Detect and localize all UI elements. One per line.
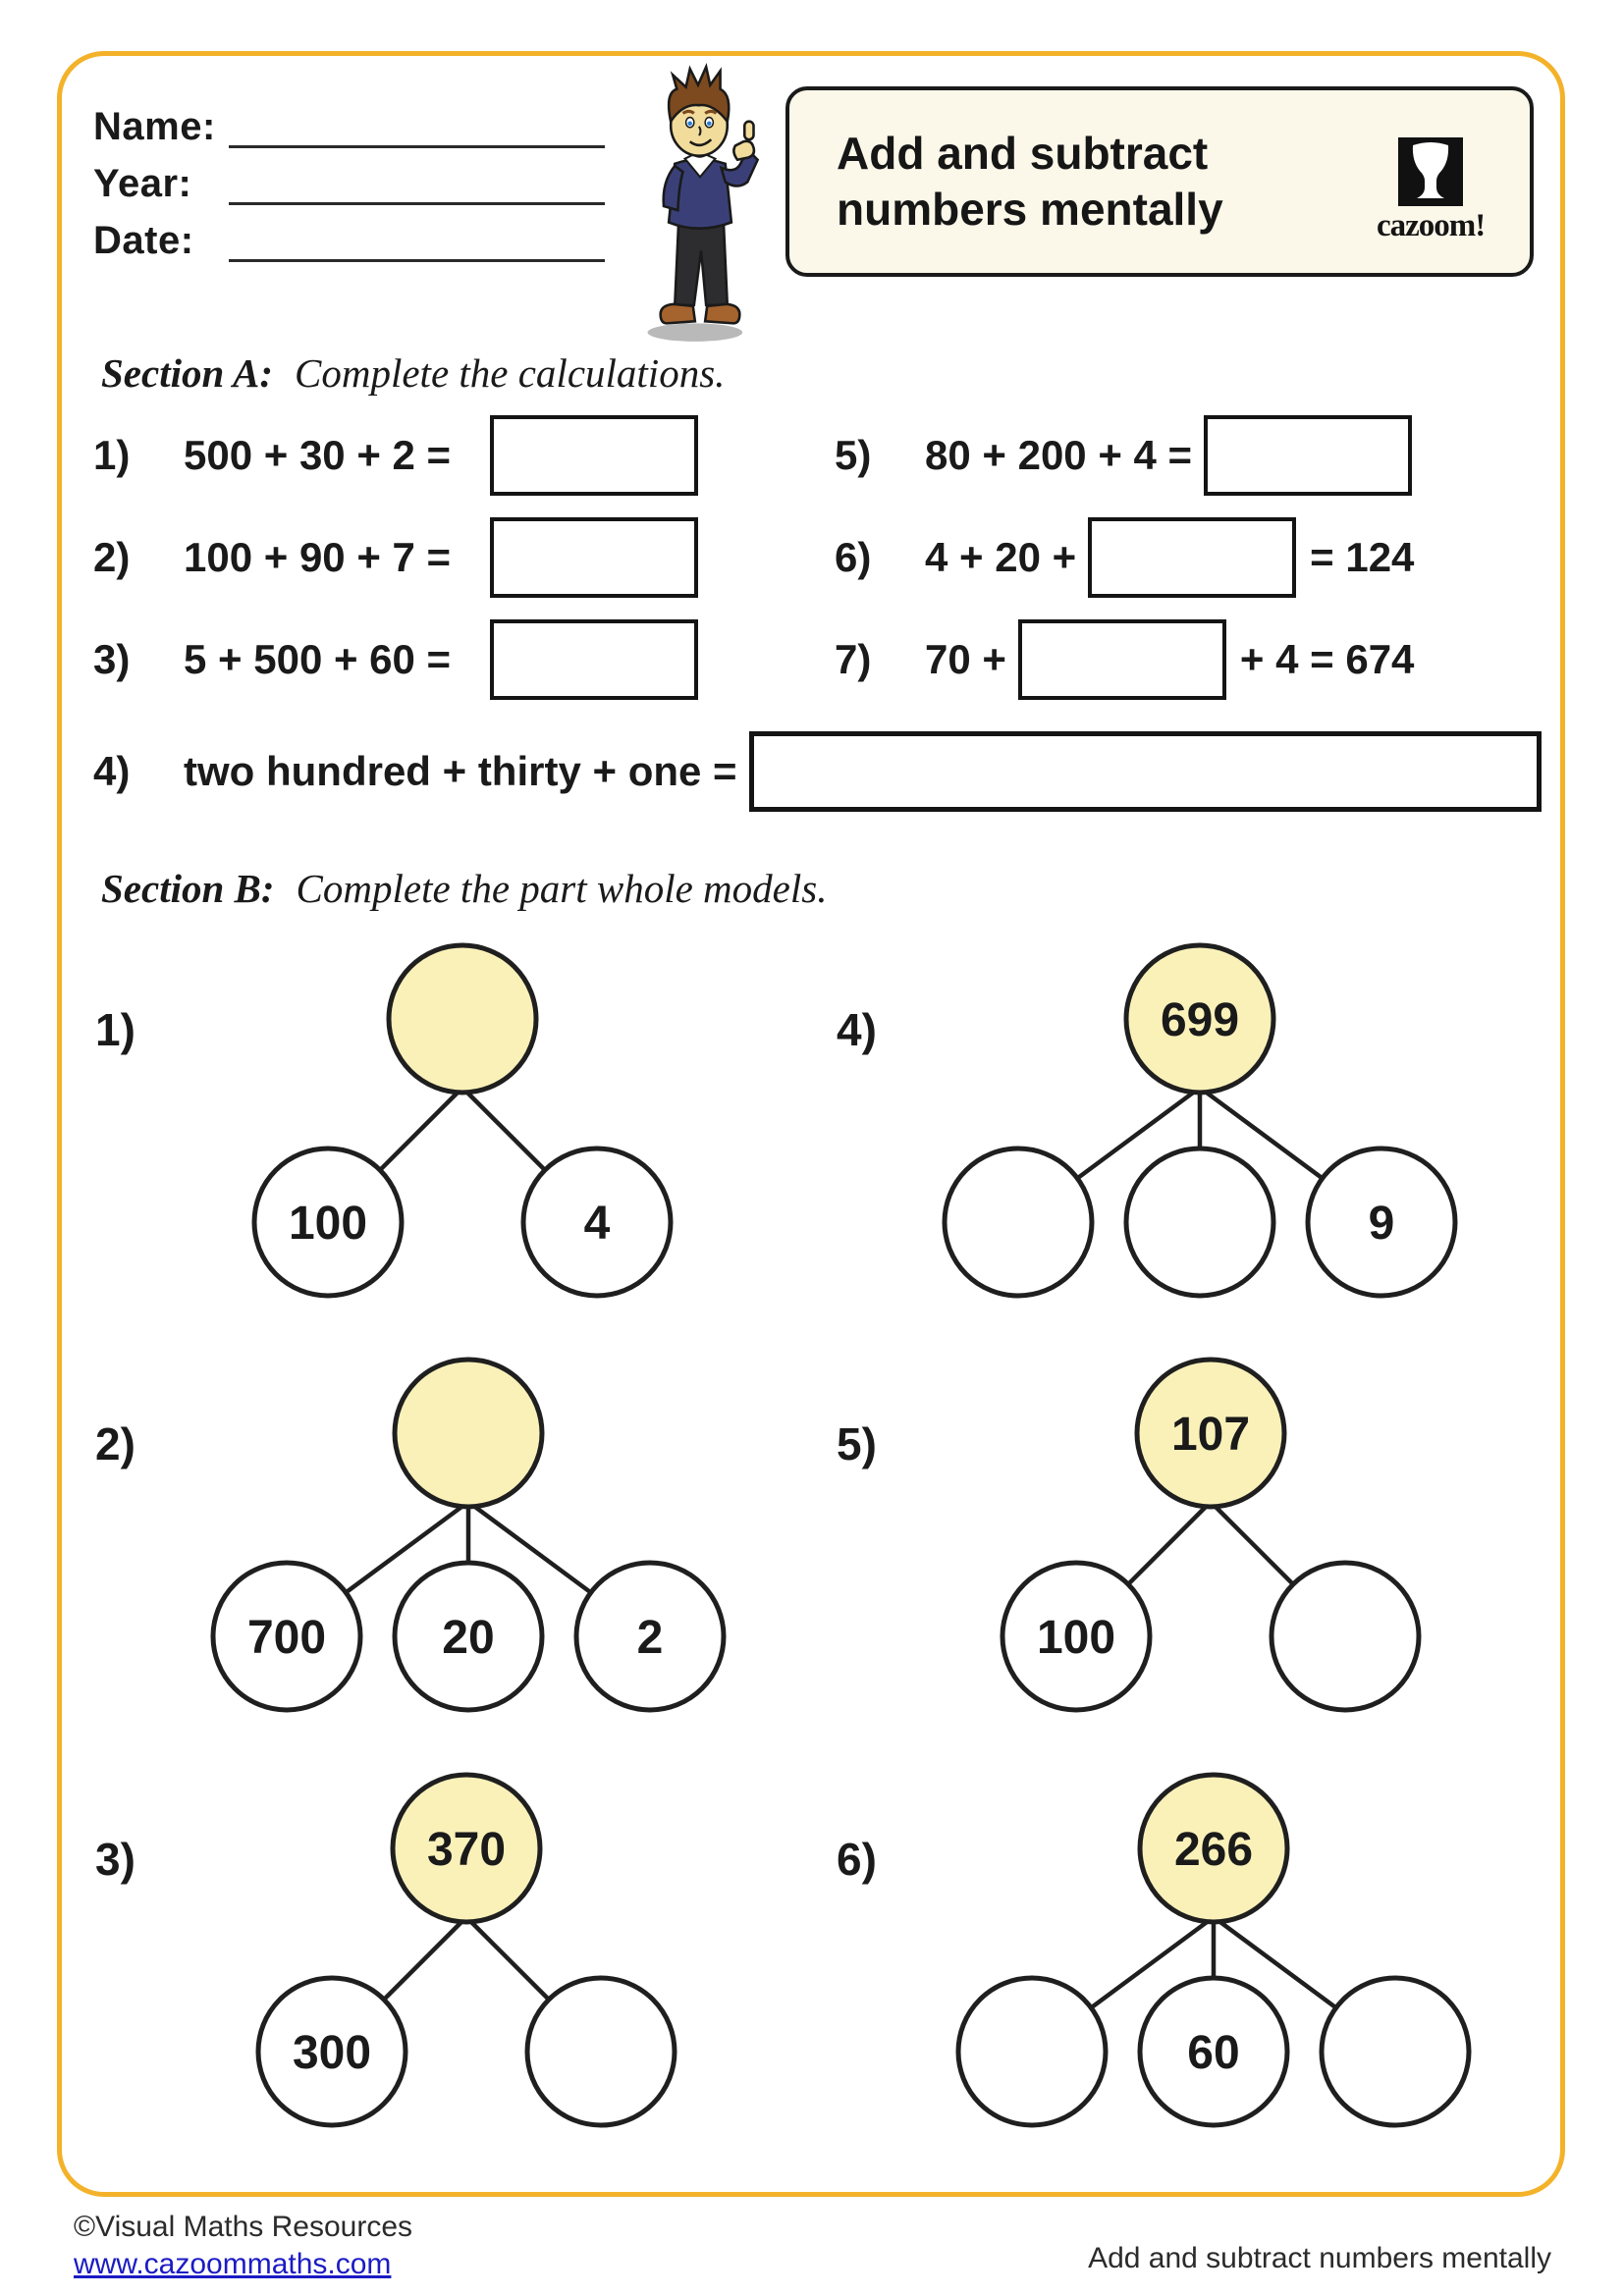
problem-4-number: 4) bbox=[93, 748, 131, 794]
title-panel bbox=[785, 86, 1534, 277]
cazoom-drum-icon bbox=[1398, 137, 1463, 206]
problem-3-number: 3) bbox=[93, 636, 131, 682]
problem-1-answer-box[interactable] bbox=[490, 415, 698, 496]
model-4-part-circle[interactable] bbox=[1126, 1148, 1273, 1296]
problem-1-expression: 500 + 30 + 2 = bbox=[184, 432, 452, 478]
section-a-label: Section A: bbox=[101, 350, 274, 396]
model-1-part-value: 100 bbox=[288, 1198, 368, 1250]
model-3-whole-value: 370 bbox=[426, 1824, 507, 1876]
title-line-2: numbers mentally bbox=[837, 184, 1223, 235]
section-a-instruction: Complete the calculations. bbox=[295, 350, 726, 396]
model-2-whole-circle[interactable] bbox=[395, 1360, 542, 1507]
copyright-text: ©Visual Maths Resources bbox=[74, 2211, 413, 2243]
problem-2-number: 2) bbox=[93, 534, 131, 580]
section-b-heading bbox=[101, 865, 827, 912]
model-4-number: 4) bbox=[837, 1004, 877, 1055]
problem-2-expression: 100 + 90 + 7 = bbox=[184, 534, 452, 580]
model-1-part-value: 4 bbox=[583, 1198, 611, 1250]
model-6-part-value: 60 bbox=[1187, 2027, 1240, 2079]
footer-worksheet-title: Add and subtract numbers mentally bbox=[1088, 2242, 1551, 2274]
model-5-part-circle[interactable] bbox=[1272, 1563, 1419, 1710]
section-b-instruction: Complete the part whole models. bbox=[296, 866, 828, 911]
model-4-part-value: 9 bbox=[1368, 1198, 1395, 1250]
section-a-heading bbox=[101, 349, 725, 397]
model-3-part-circle[interactable] bbox=[527, 1978, 675, 2125]
year-input-line[interactable] bbox=[229, 163, 605, 205]
problem-6-answer-box[interactable] bbox=[1088, 517, 1296, 598]
problem-4-expression: two hundred + thirty + one = bbox=[184, 748, 737, 794]
model-6-whole-value: 266 bbox=[1173, 1824, 1254, 1876]
problem-2 bbox=[93, 514, 741, 601]
model-4-part-circle[interactable] bbox=[945, 1148, 1092, 1296]
model-3-number: 3) bbox=[95, 1834, 135, 1885]
problem-7-number: 7) bbox=[835, 636, 872, 682]
date-label: Date: bbox=[93, 219, 194, 262]
year-field bbox=[93, 159, 191, 206]
year-label: Year: bbox=[93, 162, 192, 205]
part-whole-model-1 bbox=[197, 940, 728, 1307]
problem-1 bbox=[93, 412, 741, 499]
model-2-part-value: 700 bbox=[246, 1612, 327, 1664]
problem-3 bbox=[93, 616, 741, 703]
section-b-label: Section B: bbox=[101, 866, 275, 911]
name-label: Name: bbox=[93, 105, 216, 148]
model-6-part-circle[interactable] bbox=[958, 1978, 1106, 2125]
model-2-number: 2) bbox=[95, 1418, 135, 1469]
problem-6-number: 6) bbox=[835, 534, 872, 580]
problem-4-answer-box[interactable] bbox=[749, 731, 1542, 812]
model-2-part-value: 2 bbox=[636, 1612, 664, 1664]
name-field bbox=[93, 102, 216, 149]
model-6-part-circle[interactable] bbox=[1322, 1978, 1469, 2125]
problem-6 bbox=[835, 514, 1551, 601]
cazoommaths-link[interactable]: www.cazoommaths.com bbox=[74, 2248, 392, 2280]
model-5-part-value: 100 bbox=[1036, 1612, 1116, 1664]
title-line-1: Add and subtract bbox=[837, 128, 1209, 179]
part-whole-model-5 bbox=[946, 1355, 1476, 1721]
date-input-line[interactable] bbox=[229, 220, 605, 262]
mascot-illustration bbox=[634, 63, 766, 346]
problem-3-expression: 5 + 500 + 60 = bbox=[184, 636, 452, 682]
model-2-part-value: 20 bbox=[442, 1612, 495, 1664]
problem-5-expression: 80 + 200 + 4 = bbox=[925, 432, 1193, 478]
part-whole-model-3 bbox=[201, 1770, 731, 2136]
cazoom-logo-text: cazoom! bbox=[1377, 208, 1486, 243]
problem-5 bbox=[835, 412, 1551, 499]
problem-5-answer-box[interactable] bbox=[1204, 415, 1412, 496]
problem-1-number: 1) bbox=[93, 432, 131, 478]
problem-7 bbox=[835, 616, 1551, 703]
model-1-number: 1) bbox=[95, 1004, 135, 1055]
thumbs-up-hand bbox=[733, 122, 754, 160]
model-3-part-value: 300 bbox=[292, 2027, 372, 2079]
date-field bbox=[93, 216, 194, 263]
problem-7-result: + 4 = 674 bbox=[1239, 636, 1415, 682]
name-input-line[interactable] bbox=[229, 106, 605, 148]
problem-6-result: = 124 bbox=[1310, 534, 1415, 580]
part-whole-model-4 bbox=[935, 940, 1465, 1307]
cazoom-logo bbox=[1377, 137, 1485, 244]
problem-3-answer-box[interactable] bbox=[490, 619, 698, 700]
problem-2-answer-box[interactable] bbox=[490, 517, 698, 598]
problem-6-expression: 4 + 20 + bbox=[925, 534, 1077, 580]
model-5-whole-value: 107 bbox=[1170, 1409, 1251, 1461]
model-5-number: 5) bbox=[837, 1418, 877, 1469]
worksheet-title bbox=[837, 126, 1223, 238]
problem-7-answer-box[interactable] bbox=[1018, 619, 1226, 700]
problem-5-number: 5) bbox=[835, 432, 872, 478]
part-whole-model-6 bbox=[948, 1770, 1479, 2136]
part-whole-model-2 bbox=[203, 1355, 733, 1721]
model-6-number: 6) bbox=[837, 1834, 877, 1885]
mascot-shadow bbox=[648, 323, 743, 342]
model-1-whole-circle[interactable] bbox=[389, 945, 536, 1093]
problem-4 bbox=[93, 728, 1542, 815]
model-4-whole-value: 699 bbox=[1160, 994, 1240, 1046]
problem-7-expression: 70 + bbox=[925, 636, 1006, 682]
